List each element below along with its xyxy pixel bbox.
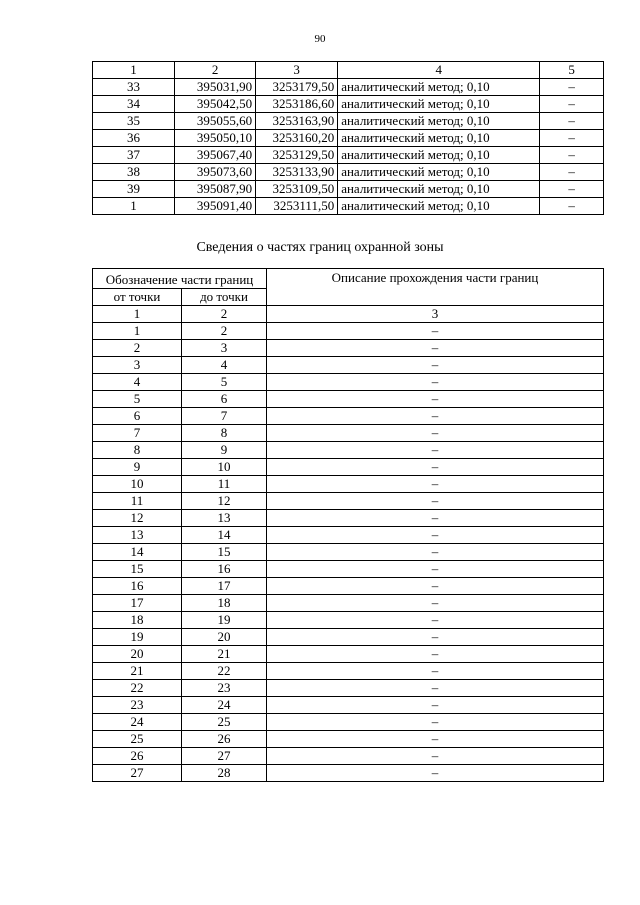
table-cell: 1 — [93, 323, 182, 340]
table-cell: 14 — [93, 544, 182, 561]
header-cell: 3 — [256, 62, 338, 79]
table-cell: 395050,10 — [175, 130, 256, 147]
table-cell: – — [267, 697, 604, 714]
table-cell: 28 — [182, 765, 267, 782]
table-row — [93, 130, 604, 147]
table-cell: 4 — [182, 357, 267, 374]
table-row — [93, 442, 604, 459]
table-cell: 10 — [93, 476, 182, 493]
table-cell: 10 — [182, 459, 267, 476]
table-cell: – — [540, 147, 604, 164]
table-cell: 7 — [182, 408, 267, 425]
table-row — [93, 164, 604, 181]
table-row — [93, 527, 604, 544]
table-cell: 37 — [93, 147, 175, 164]
description-header: Описание прохождения части границ — [267, 269, 604, 306]
table-row — [93, 595, 604, 612]
table-row — [93, 510, 604, 527]
header-cell: 4 — [338, 62, 540, 79]
table-row — [93, 323, 604, 340]
table-cell: 6 — [93, 408, 182, 425]
table-row — [93, 748, 604, 765]
table-cell: 19 — [182, 612, 267, 629]
table-cell: 18 — [93, 612, 182, 629]
table-cell: 25 — [182, 714, 267, 731]
table-cell: 8 — [93, 442, 182, 459]
table-cell: аналитический метод; 0,10 — [338, 181, 540, 198]
table-cell: 395073,60 — [175, 164, 256, 181]
table-cell: 35 — [93, 113, 175, 130]
table-row — [93, 629, 604, 646]
table-cell: – — [267, 459, 604, 476]
table-cell: 3253111,50 — [256, 198, 338, 215]
table-cell: 12 — [182, 493, 267, 510]
header-cell: 2 — [175, 62, 256, 79]
table-row — [93, 147, 604, 164]
table-cell: 14 — [182, 527, 267, 544]
table-row — [93, 79, 604, 96]
table-cell: 12 — [93, 510, 182, 527]
table-cell: 3253129,50 — [256, 147, 338, 164]
table-cell: – — [267, 340, 604, 357]
table-cell: 26 — [93, 748, 182, 765]
table-cell: 15 — [182, 544, 267, 561]
table-cell: 5 — [93, 391, 182, 408]
table-cell: – — [267, 748, 604, 765]
table-cell: 13 — [182, 510, 267, 527]
table-cell: 38 — [93, 164, 175, 181]
number-cell: 3 — [267, 306, 604, 323]
table-cell: 24 — [182, 697, 267, 714]
table-cell: 22 — [182, 663, 267, 680]
table-cell: 3253186,60 — [256, 96, 338, 113]
table-cell: аналитический метод; 0,10 — [338, 113, 540, 130]
table-cell: 11 — [182, 476, 267, 493]
table-cell: 395067,40 — [175, 147, 256, 164]
table-cell: 2 — [93, 340, 182, 357]
table-cell: 3253133,90 — [256, 164, 338, 181]
table-cell: 23 — [182, 680, 267, 697]
table-cell: – — [267, 544, 604, 561]
table-cell: 6 — [182, 391, 267, 408]
table-row — [93, 612, 604, 629]
page-number: 90 — [314, 33, 326, 45]
header-cell: 1 — [93, 62, 175, 79]
table-cell: 11 — [93, 493, 182, 510]
table-cell: – — [267, 374, 604, 391]
table-cell: – — [267, 578, 604, 595]
table-cell: 17 — [182, 578, 267, 595]
parts-number-row — [93, 306, 604, 323]
table-cell: – — [540, 181, 604, 198]
table-row — [93, 714, 604, 731]
parts-header-row — [93, 269, 604, 289]
table-cell: аналитический метод; 0,10 — [338, 96, 540, 113]
table-cell: 7 — [93, 425, 182, 442]
table-cell: – — [540, 198, 604, 215]
table-cell: аналитический метод; 0,10 — [338, 198, 540, 215]
table-cell: 20 — [93, 646, 182, 663]
table-cell: – — [267, 646, 604, 663]
table-cell: – — [267, 527, 604, 544]
table-cell: 395055,60 — [175, 113, 256, 130]
table-cell: – — [267, 510, 604, 527]
table-row — [93, 459, 604, 476]
table-row — [93, 561, 604, 578]
number-cell: 2 — [182, 306, 267, 323]
table-cell: 39 — [93, 181, 175, 198]
table-row — [93, 578, 604, 595]
table-cell: – — [267, 663, 604, 680]
section-title: Сведения о частях границ охранной зоны — [196, 240, 444, 255]
table-cell: – — [267, 323, 604, 340]
table-row — [93, 181, 604, 198]
table-cell: 27 — [182, 748, 267, 765]
table-cell: 21 — [93, 663, 182, 680]
table-row — [93, 765, 604, 782]
table-row — [93, 340, 604, 357]
table-cell: 395091,40 — [175, 198, 256, 215]
table-cell: 17 — [93, 595, 182, 612]
table-cell: – — [267, 680, 604, 697]
table-cell: 18 — [182, 595, 267, 612]
table-row — [93, 113, 604, 130]
table-cell: 36 — [93, 130, 175, 147]
table-cell: – — [267, 629, 604, 646]
table-cell: – — [540, 96, 604, 113]
group-header: Обозначение части границ — [93, 269, 267, 289]
table-cell: 9 — [182, 442, 267, 459]
table-cell: 8 — [182, 425, 267, 442]
table-cell: 395087,90 — [175, 181, 256, 198]
table-row — [93, 476, 604, 493]
table-row — [93, 425, 604, 442]
table-cell: – — [267, 408, 604, 425]
table-cell: – — [540, 164, 604, 181]
boundary-parts-table — [92, 268, 604, 782]
table-cell: – — [540, 130, 604, 147]
table-row — [93, 646, 604, 663]
coordinates-table — [92, 61, 604, 215]
table-row — [93, 544, 604, 561]
table-cell: аналитический метод; 0,10 — [338, 147, 540, 164]
table-cell: 16 — [93, 578, 182, 595]
table-row — [93, 663, 604, 680]
table-row — [93, 391, 604, 408]
table-row — [93, 697, 604, 714]
table-cell: 1 — [93, 198, 175, 215]
table-row — [93, 198, 604, 215]
table-cell: 33 — [93, 79, 175, 96]
table-cell: 23 — [93, 697, 182, 714]
table-cell: 15 — [93, 561, 182, 578]
table-cell: 3 — [182, 340, 267, 357]
table-cell: 25 — [93, 731, 182, 748]
table-cell: 24 — [93, 714, 182, 731]
table-cell: 19 — [93, 629, 182, 646]
table-cell: – — [267, 731, 604, 748]
table-cell: 13 — [93, 527, 182, 544]
table-cell: – — [267, 595, 604, 612]
table-cell: 34 — [93, 96, 175, 113]
table-cell: аналитический метод; 0,10 — [338, 130, 540, 147]
number-cell: 1 — [93, 306, 182, 323]
table-row — [93, 493, 604, 510]
table-cell: 3253179,50 — [256, 79, 338, 96]
table-cell: 5 — [182, 374, 267, 391]
table-cell: 395031,90 — [175, 79, 256, 96]
table-cell: – — [267, 561, 604, 578]
table-cell: – — [540, 79, 604, 96]
table-cell: – — [267, 765, 604, 782]
table-row — [93, 357, 604, 374]
table-row — [93, 680, 604, 697]
table-cell: 20 — [182, 629, 267, 646]
header-cell: 5 — [540, 62, 604, 79]
table-cell: 22 — [93, 680, 182, 697]
table-row — [93, 731, 604, 748]
table-cell: 3253163,90 — [256, 113, 338, 130]
table-cell: – — [267, 476, 604, 493]
table-row — [93, 408, 604, 425]
table-cell: – — [540, 113, 604, 130]
table-cell: – — [267, 493, 604, 510]
table-cell: 3253109,50 — [256, 181, 338, 198]
table-cell: 21 — [182, 646, 267, 663]
table-row — [93, 96, 604, 113]
table-row — [93, 374, 604, 391]
table-cell: – — [267, 425, 604, 442]
coordinates-header-row — [93, 62, 604, 79]
table-cell: 395042,50 — [175, 96, 256, 113]
to-point-header: до точки — [182, 289, 267, 306]
table-cell: 3 — [93, 357, 182, 374]
table-cell: 9 — [93, 459, 182, 476]
table-cell: – — [267, 391, 604, 408]
table-cell: – — [267, 442, 604, 459]
table-cell: – — [267, 612, 604, 629]
table-cell: – — [267, 357, 604, 374]
table-cell: 3253160,20 — [256, 130, 338, 147]
from-point-header: от точки — [93, 289, 182, 306]
table-cell: 2 — [182, 323, 267, 340]
table-cell: 27 — [93, 765, 182, 782]
table-cell: – — [267, 714, 604, 731]
table-cell: аналитический метод; 0,10 — [338, 164, 540, 181]
table-cell: 4 — [93, 374, 182, 391]
table-cell: аналитический метод; 0,10 — [338, 79, 540, 96]
table-cell: 16 — [182, 561, 267, 578]
table-cell: 26 — [182, 731, 267, 748]
